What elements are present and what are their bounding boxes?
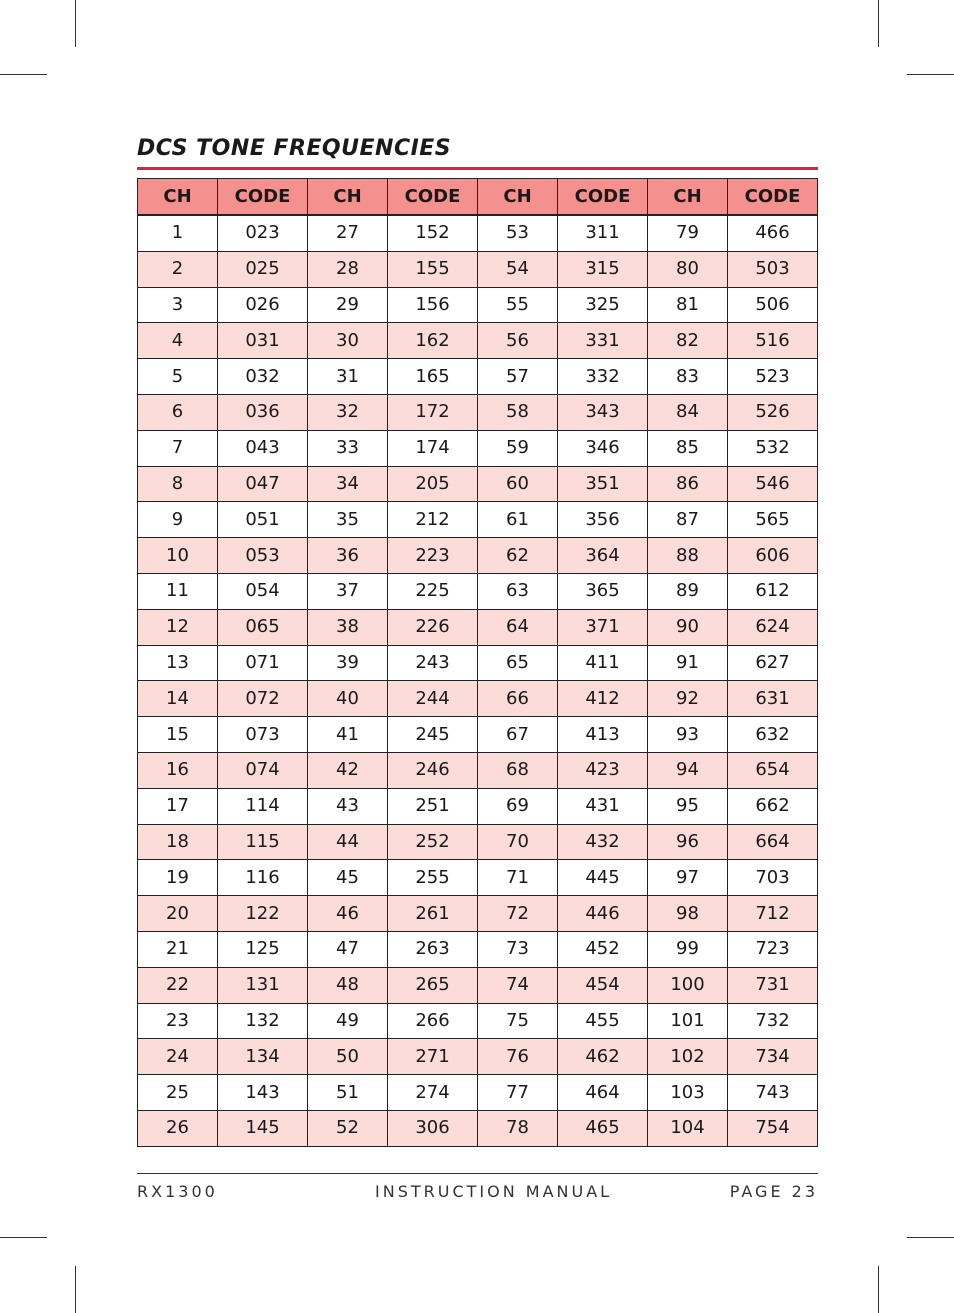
code-cell: 712 [728,896,818,932]
code-cell: 311 [558,215,648,251]
code-cell: 246 [388,752,478,788]
code-cell: 754 [728,1110,818,1146]
table-row [138,1075,818,1111]
channel-cell: 87 [648,502,728,538]
code-cell: 455 [558,1003,648,1039]
crop-mark [0,1237,47,1238]
channel-cell: 49 [308,1003,388,1039]
channel-cell: 95 [648,788,728,824]
code-cell: 131 [218,967,308,1003]
code-cell: 265 [388,967,478,1003]
channel-cell: 97 [648,860,728,896]
channel-cell: 66 [478,681,558,717]
channel-cell: 32 [308,394,388,430]
table-row [138,645,818,681]
channel-cell: 14 [138,681,218,717]
code-cell: 023 [218,215,308,251]
table-row [138,967,818,1003]
code-cell: 523 [728,359,818,395]
channel-cell: 46 [308,896,388,932]
channel-cell: 16 [138,752,218,788]
code-cell: 325 [558,287,648,323]
channel-cell: 12 [138,609,218,645]
code-cell: 365 [558,573,648,609]
code-cell: 047 [218,466,308,502]
code-cell: 516 [728,323,818,359]
code-cell: 205 [388,466,478,502]
code-cell: 051 [218,502,308,538]
channel-cell: 9 [138,502,218,538]
code-cell: 132 [218,1003,308,1039]
channel-cell: 73 [478,931,558,967]
channel-cell: 61 [478,502,558,538]
channel-cell: 75 [478,1003,558,1039]
channel-cell: 33 [308,430,388,466]
channel-cell: 13 [138,645,218,681]
channel-cell: 94 [648,752,728,788]
channel-cell: 81 [648,287,728,323]
column-header-code: CODE [558,179,648,216]
code-cell: 065 [218,609,308,645]
channel-cell: 64 [478,609,558,645]
table-row [138,1003,818,1039]
channel-cell: 93 [648,717,728,753]
channel-cell: 102 [648,1039,728,1075]
code-cell: 343 [558,394,648,430]
column-header-code: CODE [728,179,818,216]
table-row [138,609,818,645]
footer-divider [137,1173,818,1174]
code-cell: 446 [558,896,648,932]
channel-cell: 52 [308,1110,388,1146]
channel-cell: 47 [308,931,388,967]
code-cell: 266 [388,1003,478,1039]
code-cell: 116 [218,860,308,896]
code-cell: 452 [558,931,648,967]
channel-cell: 90 [648,609,728,645]
channel-cell: 71 [478,860,558,896]
code-cell: 255 [388,860,478,896]
code-cell: 624 [728,609,818,645]
code-cell: 413 [558,717,648,753]
channel-cell: 45 [308,860,388,896]
channel-cell: 50 [308,1039,388,1075]
crop-mark [878,0,879,47]
channel-cell: 58 [478,394,558,430]
channel-cell: 23 [138,1003,218,1039]
code-cell: 125 [218,931,308,967]
channel-cell: 15 [138,717,218,753]
channel-cell: 83 [648,359,728,395]
channel-cell: 104 [648,1110,728,1146]
table-row [138,824,818,860]
table-row [138,430,818,466]
code-cell: 631 [728,681,818,717]
footer-manual-title: INSTRUCTION MANUAL [375,1182,613,1201]
channel-cell: 96 [648,824,728,860]
crop-mark [907,74,954,75]
code-cell: 526 [728,394,818,430]
channel-cell: 39 [308,645,388,681]
channel-cell: 92 [648,681,728,717]
code-cell: 243 [388,645,478,681]
channel-cell: 63 [478,573,558,609]
channel-cell: 80 [648,251,728,287]
column-header-code: CODE [388,179,478,216]
code-cell: 662 [728,788,818,824]
channel-cell: 24 [138,1039,218,1075]
code-cell: 356 [558,502,648,538]
table-row [138,896,818,932]
title-underline [137,167,818,170]
channel-cell: 79 [648,215,728,251]
channel-cell: 99 [648,931,728,967]
channel-cell: 100 [648,967,728,1003]
code-cell: 503 [728,251,818,287]
column-header-code: CODE [218,179,308,216]
code-cell: 315 [558,251,648,287]
code-cell: 043 [218,430,308,466]
column-header-ch: CH [478,179,558,216]
table-row [138,1039,818,1075]
channel-cell: 21 [138,931,218,967]
code-cell: 664 [728,824,818,860]
channel-cell: 70 [478,824,558,860]
channel-cell: 74 [478,967,558,1003]
code-cell: 332 [558,359,648,395]
table-row [138,538,818,574]
channel-cell: 5 [138,359,218,395]
crop-mark [75,1266,76,1313]
channel-cell: 29 [308,287,388,323]
channel-cell: 3 [138,287,218,323]
code-cell: 454 [558,967,648,1003]
code-cell: 627 [728,645,818,681]
channel-cell: 72 [478,896,558,932]
crop-mark [0,74,47,75]
code-cell: 261 [388,896,478,932]
table-row [138,215,818,251]
table-body [138,215,818,1146]
channel-cell: 18 [138,824,218,860]
code-cell: 306 [388,1110,478,1146]
code-cell: 411 [558,645,648,681]
table-row [138,287,818,323]
code-cell: 466 [728,215,818,251]
table-row [138,573,818,609]
code-cell: 462 [558,1039,648,1075]
code-cell: 612 [728,573,818,609]
code-cell: 743 [728,1075,818,1111]
code-cell: 114 [218,788,308,824]
channel-cell: 22 [138,967,218,1003]
channel-cell: 54 [478,251,558,287]
channel-cell: 30 [308,323,388,359]
channel-cell: 57 [478,359,558,395]
code-cell: 032 [218,359,308,395]
channel-cell: 51 [308,1075,388,1111]
code-cell: 371 [558,609,648,645]
channel-cell: 98 [648,896,728,932]
code-cell: 172 [388,394,478,430]
channel-cell: 55 [478,287,558,323]
channel-cell: 2 [138,251,218,287]
channel-cell: 85 [648,430,728,466]
dcs-tone-table [137,178,818,1147]
table-row [138,931,818,967]
channel-cell: 60 [478,466,558,502]
code-cell: 252 [388,824,478,860]
code-cell: 165 [388,359,478,395]
channel-cell: 38 [308,609,388,645]
code-cell: 346 [558,430,648,466]
table-row [138,394,818,430]
code-cell: 036 [218,394,308,430]
table-row [138,752,818,788]
channel-cell: 36 [308,538,388,574]
channel-cell: 67 [478,717,558,753]
crop-mark [878,1266,879,1313]
channel-cell: 20 [138,896,218,932]
channel-cell: 8 [138,466,218,502]
channel-cell: 43 [308,788,388,824]
channel-cell: 86 [648,466,728,502]
code-cell: 155 [388,251,478,287]
column-header-ch: CH [308,179,388,216]
table-row [138,1110,818,1146]
code-cell: 703 [728,860,818,896]
code-cell: 244 [388,681,478,717]
channel-cell: 1 [138,215,218,251]
channel-cell: 44 [308,824,388,860]
code-cell: 445 [558,860,648,896]
code-cell: 546 [728,466,818,502]
channel-cell: 56 [478,323,558,359]
code-cell: 174 [388,430,478,466]
code-cell: 074 [218,752,308,788]
code-cell: 145 [218,1110,308,1146]
crop-mark [75,0,76,47]
footer-page-number: PAGE 23 [729,1182,818,1201]
channel-cell: 27 [308,215,388,251]
code-cell: 734 [728,1039,818,1075]
code-cell: 152 [388,215,478,251]
channel-cell: 88 [648,538,728,574]
code-cell: 251 [388,788,478,824]
code-cell: 073 [218,717,308,753]
code-cell: 723 [728,931,818,967]
code-cell: 263 [388,931,478,967]
code-cell: 632 [728,717,818,753]
table-row [138,717,818,753]
table-row [138,466,818,502]
channel-cell: 19 [138,860,218,896]
code-cell: 225 [388,573,478,609]
channel-cell: 53 [478,215,558,251]
code-cell: 274 [388,1075,478,1111]
channel-cell: 48 [308,967,388,1003]
code-cell: 532 [728,430,818,466]
code-cell: 731 [728,967,818,1003]
code-cell: 732 [728,1003,818,1039]
code-cell: 565 [728,502,818,538]
code-cell: 654 [728,752,818,788]
channel-cell: 101 [648,1003,728,1039]
code-cell: 122 [218,896,308,932]
table-row [138,681,818,717]
channel-cell: 59 [478,430,558,466]
channel-cell: 26 [138,1110,218,1146]
page-title: DCS TONE FREQUENCIES [137,136,452,161]
code-cell: 031 [218,323,308,359]
code-cell: 465 [558,1110,648,1146]
code-cell: 245 [388,717,478,753]
code-cell: 212 [388,502,478,538]
code-cell: 072 [218,681,308,717]
code-cell: 054 [218,573,308,609]
code-cell: 364 [558,538,648,574]
code-cell: 026 [218,287,308,323]
channel-cell: 76 [478,1039,558,1075]
channel-cell: 41 [308,717,388,753]
table-row [138,251,818,287]
channel-cell: 78 [478,1110,558,1146]
code-cell: 025 [218,251,308,287]
channel-cell: 69 [478,788,558,824]
channel-cell: 68 [478,752,558,788]
code-cell: 464 [558,1075,648,1111]
table-row [138,860,818,896]
code-cell: 143 [218,1075,308,1111]
code-cell: 606 [728,538,818,574]
channel-cell: 34 [308,466,388,502]
channel-cell: 6 [138,394,218,430]
code-cell: 432 [558,824,648,860]
code-cell: 271 [388,1039,478,1075]
channel-cell: 11 [138,573,218,609]
table-row [138,788,818,824]
code-cell: 226 [388,609,478,645]
footer-model: RX1300 [137,1182,218,1201]
channel-cell: 7 [138,430,218,466]
channel-cell: 35 [308,502,388,538]
code-cell: 134 [218,1039,308,1075]
channel-cell: 37 [308,573,388,609]
channel-cell: 4 [138,323,218,359]
channel-cell: 40 [308,681,388,717]
channel-cell: 84 [648,394,728,430]
channel-cell: 31 [308,359,388,395]
code-cell: 115 [218,824,308,860]
code-cell: 223 [388,538,478,574]
column-header-ch: CH [648,179,728,216]
code-cell: 331 [558,323,648,359]
table-row [138,502,818,538]
code-cell: 053 [218,538,308,574]
channel-cell: 25 [138,1075,218,1111]
code-cell: 431 [558,788,648,824]
code-cell: 351 [558,466,648,502]
channel-cell: 91 [648,645,728,681]
channel-cell: 77 [478,1075,558,1111]
channel-cell: 65 [478,645,558,681]
code-cell: 156 [388,287,478,323]
channel-cell: 28 [308,251,388,287]
channel-cell: 89 [648,573,728,609]
channel-cell: 103 [648,1075,728,1111]
code-cell: 412 [558,681,648,717]
code-cell: 071 [218,645,308,681]
code-cell: 506 [728,287,818,323]
table-row [138,359,818,395]
table-header-row [138,179,818,216]
column-header-ch: CH [138,179,218,216]
code-cell: 423 [558,752,648,788]
channel-cell: 17 [138,788,218,824]
channel-cell: 62 [478,538,558,574]
channel-cell: 42 [308,752,388,788]
code-cell: 162 [388,323,478,359]
channel-cell: 10 [138,538,218,574]
channel-cell: 82 [648,323,728,359]
crop-mark [907,1237,954,1238]
table-row [138,323,818,359]
